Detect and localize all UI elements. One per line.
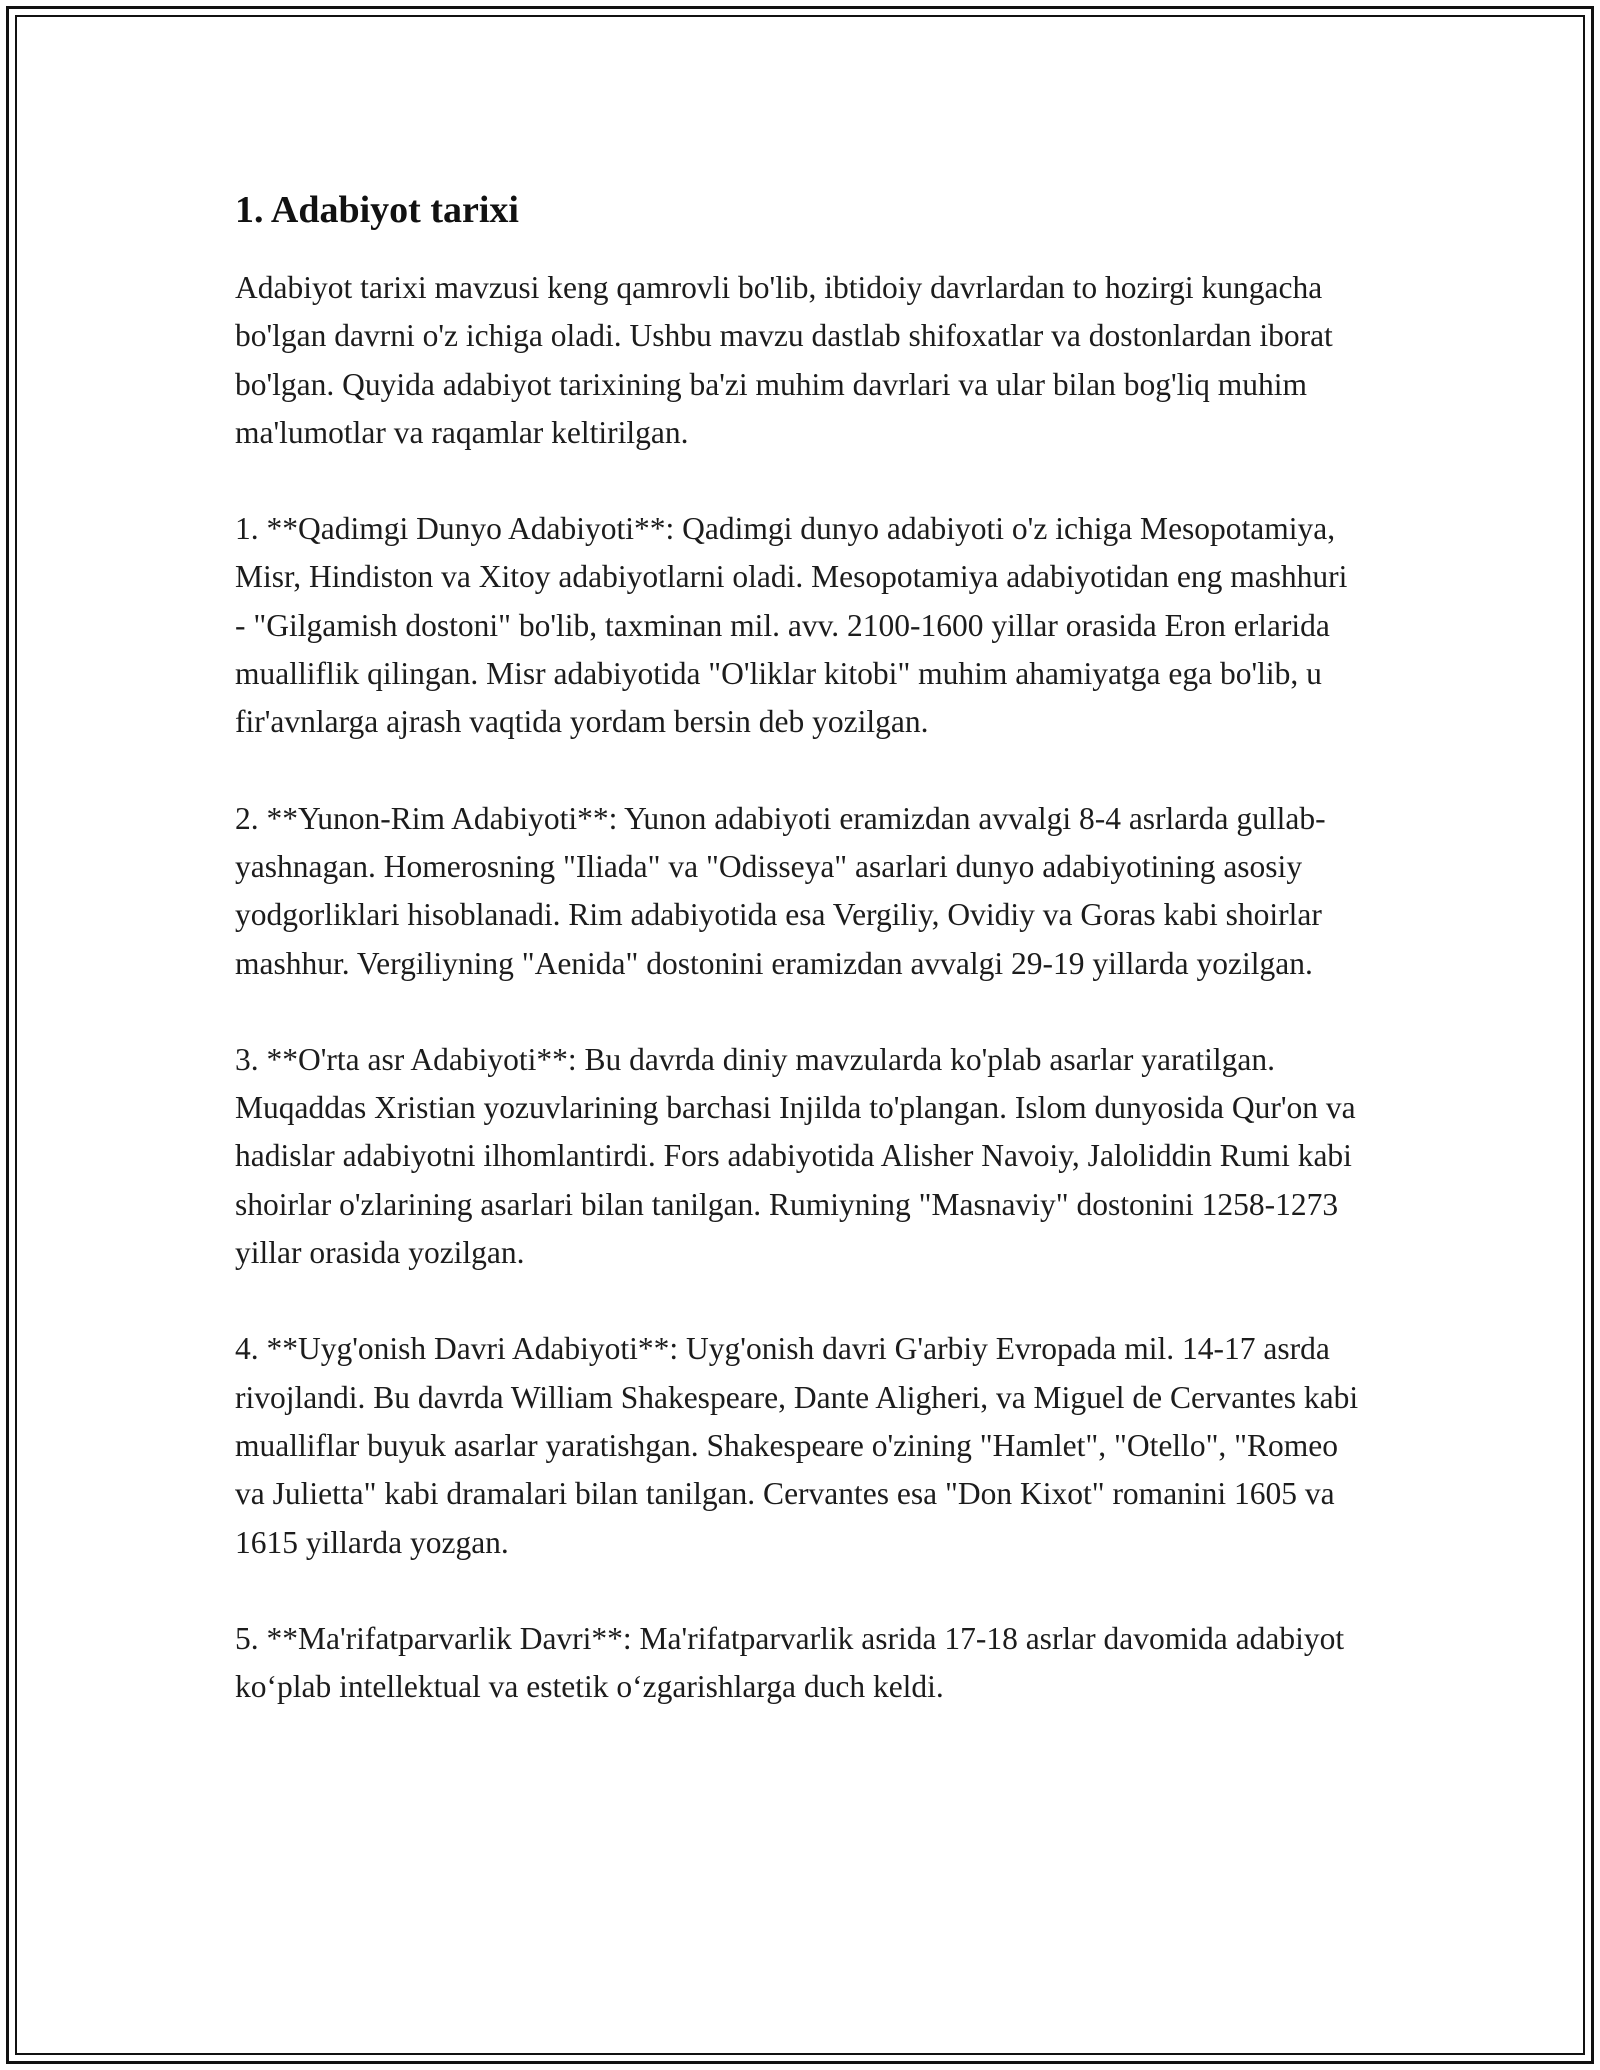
paragraph-middle-ages: 3. **O'rta asr Adabiyoti**: Bu davrda diniy mavzularda ko'plab asarlar yaratilgan. Muqaddas Xristian yozuvlarining barchasi Injilda to'plangan. Islom dunyosida Qur'on va hadislar adabiyotni ilhomlantirdi. Fors adabiyotida Alisher Navoiy, Jaloliddin Rumi kabi shoirlar o'zlarining asarlari bilan tanilgan. Rumiyning "Masnaviy" dostonini 1258-1273 yillar orasida yozilgan. <box>235 1041 1356 1271</box>
paragraph-renaissance: 4. **Uyg'onish Davri Adabiyoti**: Uyg'onish davri G'arbiy Evropada mil. 14-17 asrda rivojlandi. Bu davrda William Shakespeare, Dante Aligheri, va Miguel de Cervantes kabi mualliflar buyuk asarlar yaratishgan. Shakespeare o'zining "Hamlet", "Otello", "Romeo va Julietta" kabi dramalari bilan tanilgan. Cervantes esa "Don Kixot" romanini 1605 va 1615 yillarda yozgan. <box>235 1331 1359 1560</box>
paragraph-greco-roman: 2. **Yunon-Rim Adabiyoti**: Yunon adabiyoti eramizdan avvalgi 8-4 asrlarda gullab-yashnagan. Homerosning "Iliada" va "Odisseya" asarlari dunyo adabiyotining asosiy yodgorliklari hisoblanadi. Rim adabiyotida esa Vergiliy, Ovidiy va Goras kabi shoirlar mashhur. Vergiliyning "Aenida" dostonini eramizdan avvalgi 29-19 yillarda yozilgan. <box>235 800 1326 981</box>
page-title: 1. Adabiyot tarixi <box>235 189 519 231</box>
intro-paragraph: Adabiyot tarixi mavzusi keng qamrovli bo'lib, ibtidoiy davrlardan to hozirgi kungacha bo'lgan davrni o'z ichiga oladi. Ushbu mavzu dastlab shifoxatlar va dostonlardan iborat bo'lgan. Quyida adabiyot tarixining ba'zi muhim davrlari va ular bilan bog'liq muhim ma'lumotlar va raqamlar keltirilgan. <box>235 270 1333 450</box>
paragraph-enlightenment: 5. **Ma'rifatparvarlik Davri**: Ma'rifatparvarlik asrida 17-18 asrlar davomida adabiyot ko‘plab intellektual va estetik o‘zgarishlarga duch keldi. <box>235 1620 1345 1705</box>
paragraph-ancient-world: 1. **Qadimgi Dunyo Adabiyoti**: Qadimgi dunyo adabiyoti o'z ichiga Mesopotamiya, Misr, Hindiston va Xitoy adabiyotlarni oladi. Mesopotamiya adabiyotidan eng mashhuri - "Gilgamish dostoni" bo'lib, taxminan mil. avv. 2100-1600 yillar orasida Eron erlarida mualliflik qilingan. Misr adabiyotida "O'liklar kitobi" muhim ahamiyatga ega bo'lib, u fir'avnlarga ajrash vaqtida yordam bersin deb yozilgan. <box>235 511 1348 740</box>
document-body <box>235 186 1365 1759</box>
